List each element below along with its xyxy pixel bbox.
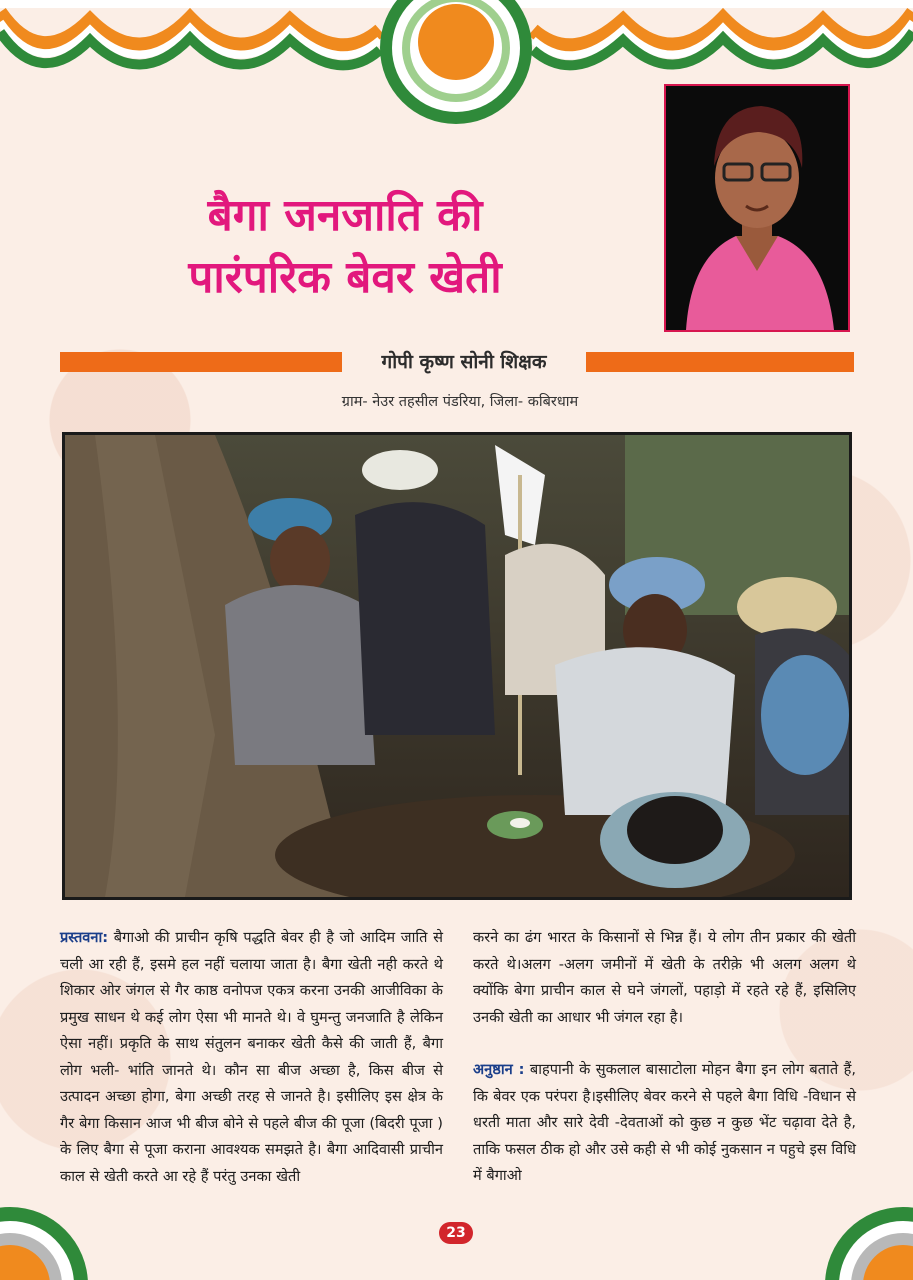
ritual-text: बाहपानी के सुकलाल बासाटोला मोहन बैगा इन लोग बताते हैं, कि बेवर एक परंपरा है।इसीलिए बेवर करने से पहले बैगा विधि -विधान से धरती माता और सारे देवी -देवताओं को कुछ न कुछ भेंट चढ़ावा देते है, ताकि फसल ठीक हो और उसे कही से भी कोई नुकसान न पहुचे इस विधि में बैगाओ [473, 1061, 856, 1184]
body-column-right [473, 925, 856, 1190]
title-line-2: पारंपरिक बेवर खेती [188, 252, 502, 303]
page-number-badge: 23 [439, 1222, 473, 1244]
ritual-label: अनुष्ठान : [473, 1061, 525, 1078]
byline-accent-bar-right [586, 352, 854, 372]
intro-paragraph [60, 925, 443, 1190]
intro-label: प्रस्तवना: [60, 929, 109, 946]
body-column-left [60, 925, 443, 1190]
author-address: ग्राम- नेउर तहसील पंडरिया, जिला- कबिरधाम [341, 394, 579, 410]
article-title [150, 185, 540, 309]
tricolor-rosette-right [818, 1205, 913, 1280]
ritual-photo [62, 432, 852, 900]
author-photo [664, 84, 850, 332]
tricolor-rosette-left [0, 1205, 95, 1280]
continued-paragraph: करने का ढंग भारत के किसानों से भिन्न हैं। ये लोग तीन प्रकार की खेती करते थे।अलग -अलग जमीनों में खेती के तरीक़े भी अलग अलग थे क्योंकि बेगा प्राचीन काल से घने जंगलों, पहाड़ो में रहते रहे हैं, इसिलिए उनकी खेती का आधार भी जंगल रहा है। [473, 929, 856, 1026]
ritual-paragraph [473, 1057, 856, 1190]
author-name: गोपी कृष्ण सोनी शिक्षक [381, 351, 547, 373]
title-line-1: बैगा जनजाति की [207, 190, 483, 241]
intro-text: बैगाओ की प्राचीन कृषि पद्धति बेवर ही है जो आदिम जाति से चली आ रही हैं, इसमे हल नहीं चलाया जाता है। बैगा खेती नही करते थे शिकार ओर जंगल से गैर काष्ठ वनोपज एकत्र करना उनकी आजीविका के प्रमुख साधन थे कई लोग ऐसा भी मानते थे। वे घुमन्तु जनजाति है लेकिन ऐसा नहीं। प्रकृति के साथ संतुलन बनाकर खेती कैसे की जाती हैं, बैगा लोग भली- भांति जानते थे। कौन सा बीज अच्छा है, किस बीज से उत्पादन अच्छा होगा, बेगा अच्छी तरह से जानते है। इसीलिए इस क्षेत्र के गैर बेगा किसान आज भी बीज बोने से पहले बीज की पूजा (बिदरी पूजा ) के लिए बैगा से पूजा कराना आवश्यक समझते है। बैगा आदिवासी प्राचीन काल से खेती करते आ रहे हैं परंतु उनका खेती [60, 929, 443, 1185]
byline-accent-bar-left [60, 352, 342, 372]
